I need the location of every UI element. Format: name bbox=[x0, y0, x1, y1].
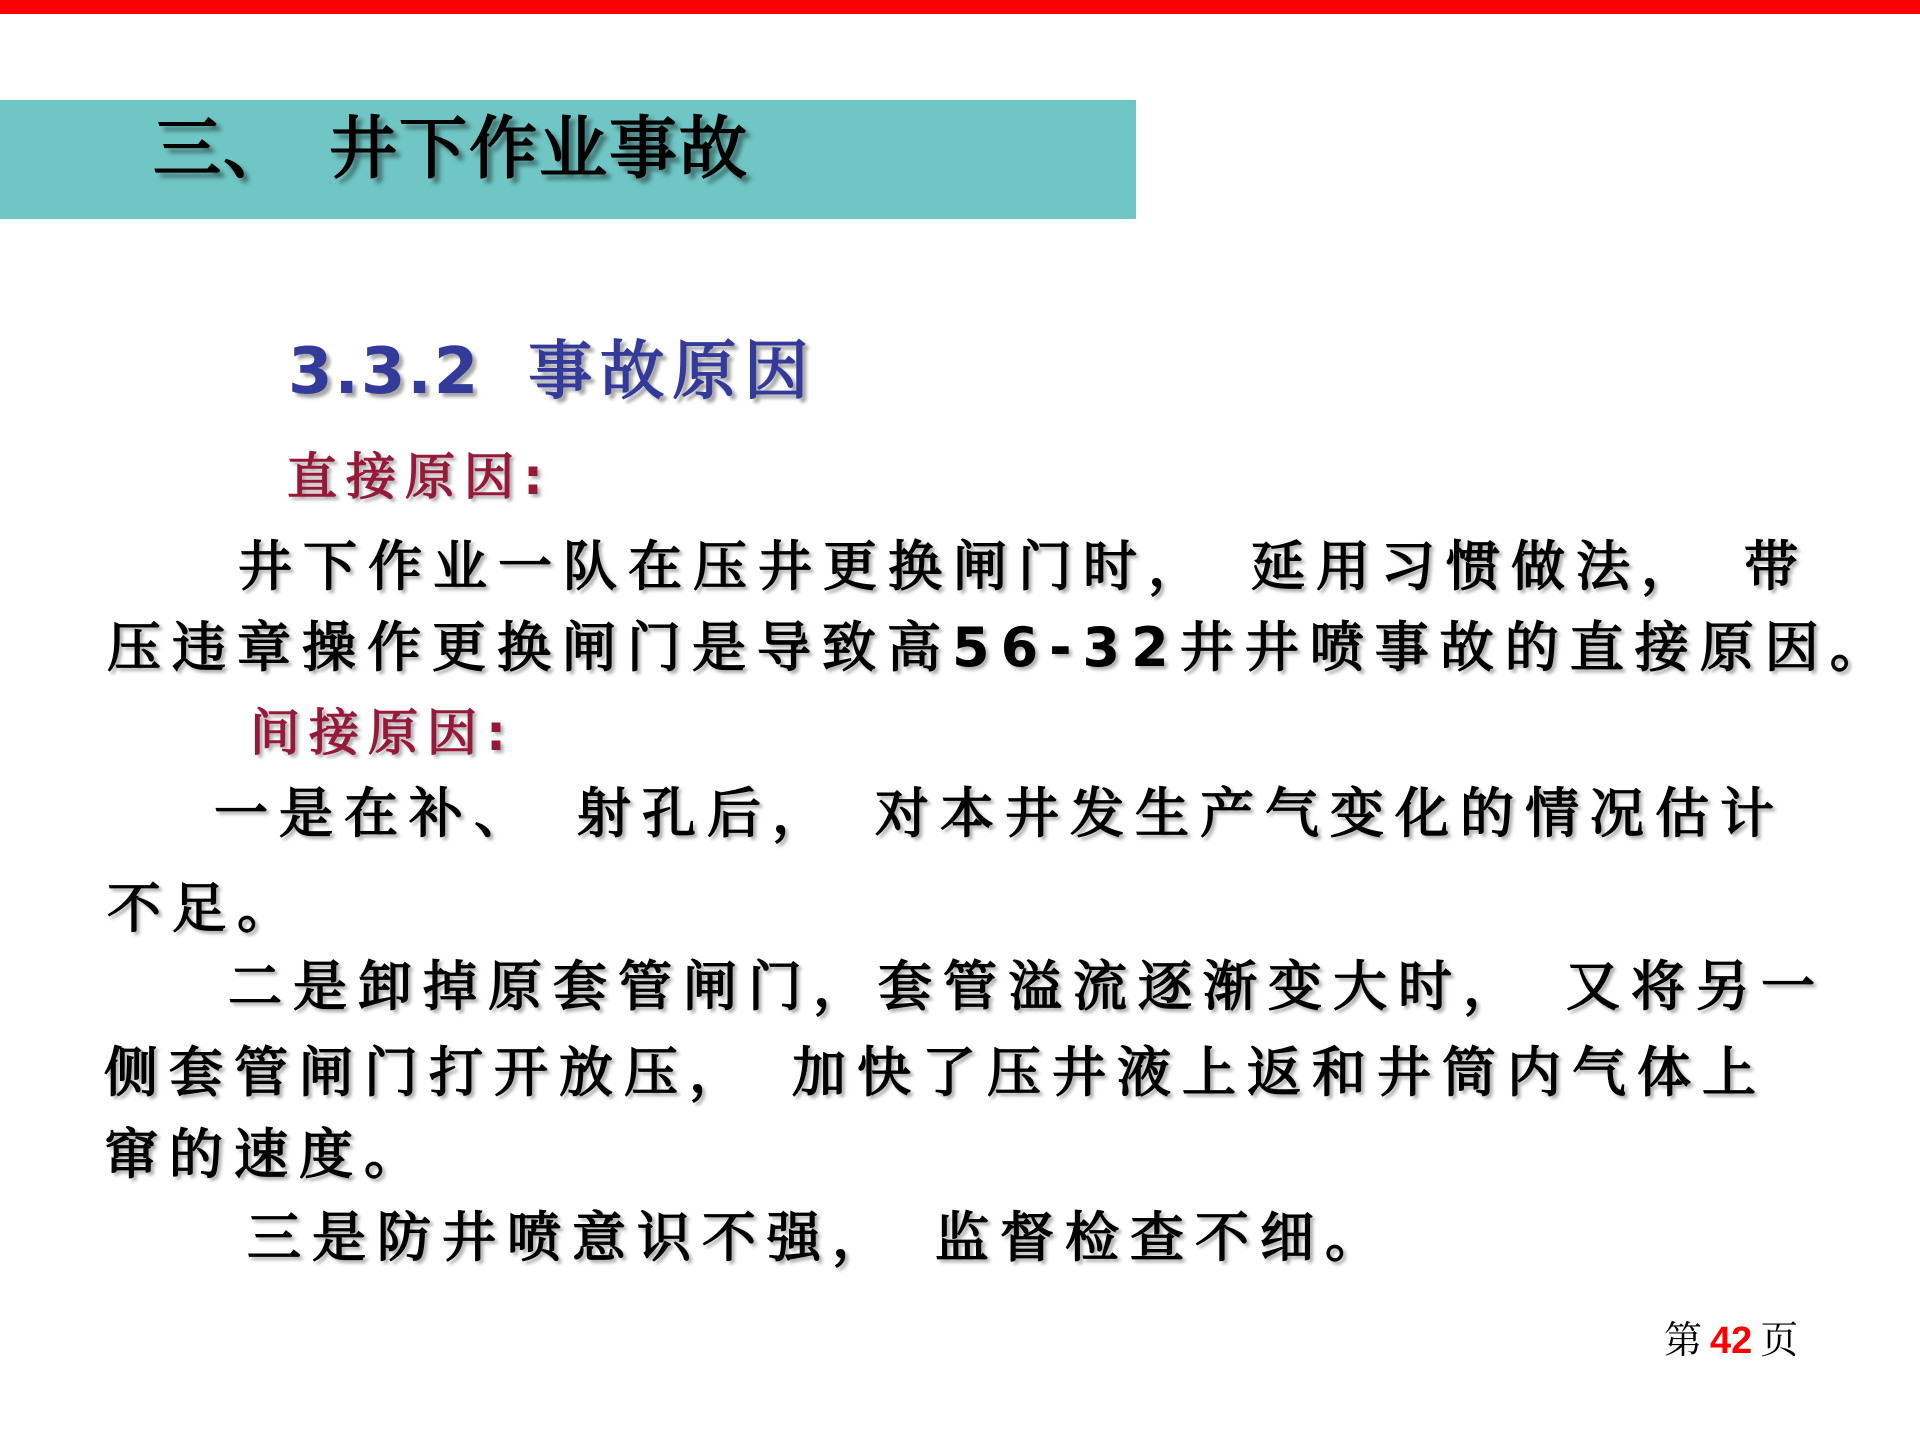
section-title: 三、 井下作业事故 bbox=[153, 110, 750, 189]
page-footer bbox=[1664, 1322, 1798, 1360]
paragraph-2-line-2: 不足。 bbox=[107, 877, 302, 940]
page-number: 42 bbox=[1710, 1320, 1753, 1362]
heading-number: 3.3.2 bbox=[288, 335, 481, 409]
paragraph-2-line-1: 一是在补、 射孔后， 对本井发生产气变化的情况估计 bbox=[214, 782, 1785, 845]
paragraph-3-line-1: 二是卸掉原套管闸门，套管溢流逐渐变大时， 又将另一 bbox=[228, 955, 1826, 1018]
paragraph-3-line-2: 侧套管闸门打开放压， 加快了压井液上返和井筒内气体上 bbox=[104, 1041, 1767, 1104]
paragraph-1-line-1: 井下作业一队在压井更换闸门时， 延用习惯做法， 带 bbox=[238, 535, 1809, 598]
top-accent-bar bbox=[0, 0, 1920, 14]
indirect-cause-label: 间接原因: bbox=[250, 704, 515, 762]
paragraph-1-line-2: 压违章操作更换闸门是导致高56-32井井喷事故的直接原因。 bbox=[107, 616, 1895, 679]
slide-heading bbox=[288, 335, 817, 409]
page-footer-suffix: 页 bbox=[1760, 1320, 1799, 1362]
page-footer-prefix: 第 bbox=[1664, 1320, 1703, 1362]
direct-cause-label: 直接原因: bbox=[287, 448, 552, 506]
paragraph-3-line-3: 窜的速度。 bbox=[104, 1123, 429, 1186]
paragraph-4-line-1: 三是防井喷意识不强， 监督检查不细。 bbox=[247, 1206, 1390, 1269]
heading-label: 事故原因 bbox=[528, 335, 817, 409]
